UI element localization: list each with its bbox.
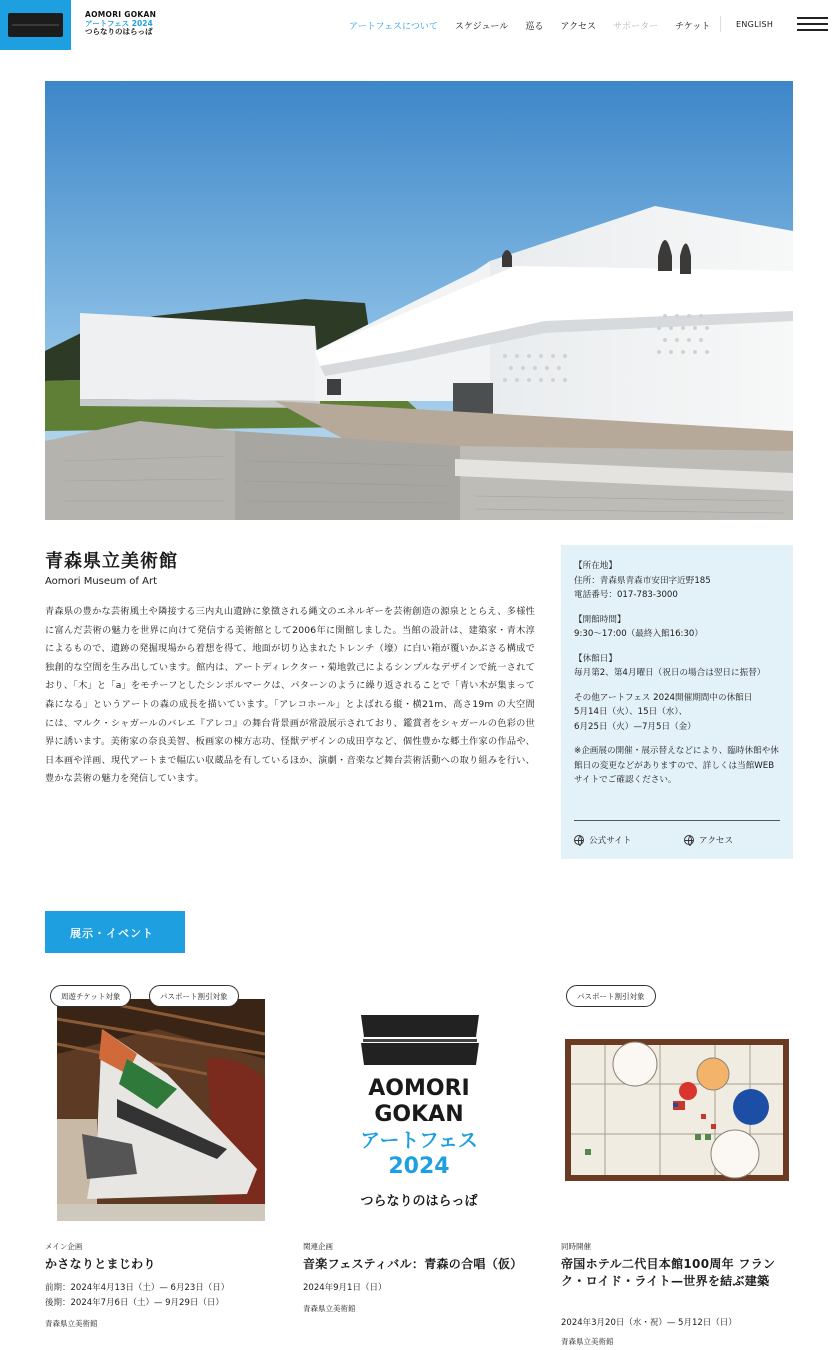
tag-tour-ticket: 周遊チケット対象 bbox=[50, 985, 131, 1007]
exhibitions-events-button[interactable]: 展示・イベント bbox=[45, 911, 185, 953]
museum-hero-image bbox=[45, 81, 793, 520]
event-title[interactable]: 帝国ホテル二代目本館100周年 フランク・ロイド・ライト—世界を結ぶ建築 bbox=[561, 1257, 776, 1288]
location-heading: 【所在地】 bbox=[574, 561, 617, 571]
event-title[interactable]: 音楽フェスティバル：青森の合唱（仮） bbox=[303, 1257, 523, 1271]
event-date: 2024年3月20日（水・祝）— 5月12日（日） bbox=[561, 1318, 737, 1328]
event-date-first: 前期：2024年4月13日（土）— 6月23日（日） bbox=[45, 1283, 230, 1293]
nav-item-supporter: サポーター bbox=[613, 22, 659, 32]
official-site-link[interactable] bbox=[574, 834, 631, 849]
museum-subtitle: Aomori Museum of Art bbox=[45, 576, 157, 587]
phone: 電話番号：017-783-3000 bbox=[574, 590, 678, 600]
logo-text-artfes: アートフェス bbox=[360, 1128, 478, 1152]
extra-closed-line-2: 6月25日（火）—7月5日（金） bbox=[574, 721, 696, 732]
extra-closed-line-1: 5月14日（火）、15日（水）、 bbox=[574, 707, 688, 717]
event-venue: 青森県立美術館 bbox=[45, 1319, 98, 1328]
opening-hours: 9:30〜17:00（最終入館16:30） bbox=[574, 629, 703, 639]
access-label: アクセス bbox=[699, 836, 734, 846]
closed-days: 毎月第2、第4月曜日（祝日の場合は翌日に振替） bbox=[574, 668, 766, 678]
info-note: ※企画展の開催・展示替えなどにより、臨時休館や休館日の変更などがありますので、詳しくは当館WEBサイトでご確認ください。 bbox=[574, 746, 779, 785]
nav-item-access[interactable]: アクセス bbox=[560, 22, 597, 32]
hours-heading: 【開館時間】 bbox=[574, 614, 626, 625]
event-card-3[interactable] bbox=[561, 985, 793, 1350]
logo-button[interactable] bbox=[0, 0, 71, 50]
site-header bbox=[0, 0, 838, 50]
tag-passport-discount: パスポート割引対象 bbox=[149, 985, 239, 1007]
closed-heading: 【休館日】 bbox=[574, 653, 617, 664]
logo-text-tagline: つらなりのはらっぱ bbox=[360, 1194, 478, 1209]
brand-logo[interactable] bbox=[85, 11, 156, 36]
logo-text-year: 2024 bbox=[388, 1154, 450, 1179]
event-category: メイン企画 bbox=[45, 1242, 83, 1251]
nav-item-about[interactable]: アートフェスについて bbox=[349, 22, 438, 32]
nav-divider bbox=[720, 16, 721, 32]
logo-text-aomori: AOMORI bbox=[368, 1076, 470, 1101]
access-link[interactable] bbox=[684, 834, 733, 849]
event-title[interactable]: かさなりとまじわり bbox=[45, 1257, 156, 1271]
event-category: 関連企画 bbox=[303, 1242, 333, 1251]
nav-item-schedule[interactable]: スケジュール bbox=[454, 22, 509, 32]
extra-closed-heading: その他アートフェス 2024開催期間中の休館日 bbox=[574, 692, 753, 703]
festival-logo-image bbox=[303, 1015, 535, 1215]
event-image-1 bbox=[57, 999, 265, 1221]
event-card-1[interactable] bbox=[45, 985, 277, 1345]
nav-item-tour[interactable]: 巡る bbox=[525, 22, 544, 32]
globe-icon bbox=[684, 835, 694, 845]
language-switch[interactable]: ENGLISH bbox=[736, 20, 774, 29]
logo-mark-icon bbox=[8, 13, 63, 37]
nav-item-ticket[interactable]: チケット bbox=[675, 22, 711, 32]
menu-icon[interactable] bbox=[797, 17, 828, 31]
museum-title: 青森県立美術館 bbox=[45, 551, 178, 572]
brand-line-2: アートフェス 2024 bbox=[85, 18, 153, 28]
brand-line-1: AOMORI GOKAN bbox=[85, 10, 157, 19]
brand-line-3: つらなりのはらっぱ bbox=[85, 27, 153, 36]
event-category: 同時開催 bbox=[561, 1242, 591, 1251]
event-date-second: 後期：2024年7月6日（土）— 9月29日（日） bbox=[45, 1298, 224, 1308]
main-nav bbox=[349, 19, 727, 32]
event-venue: 青森県立美術館 bbox=[561, 1337, 614, 1346]
event-venue: 青森県立美術館 bbox=[303, 1304, 356, 1313]
event-card-2[interactable] bbox=[303, 985, 535, 1325]
museum-info-box bbox=[561, 545, 793, 859]
globe-icon bbox=[574, 835, 584, 845]
event-date: 2024年9月1日（日） bbox=[303, 1283, 387, 1293]
address: 住所：青森県青森市安田字近野185 bbox=[574, 575, 711, 586]
event-image-3 bbox=[565, 1039, 789, 1181]
official-site-label: 公式サイト bbox=[589, 836, 632, 846]
museum-description: 青森県の豊かな芸術風土や隣接する三内丸山遺跡に象徴される縄文のエネルギーを芸術創造の源泉ととらえ、多様性に富んだ芸術の魅力を世界に向けて発信する美術館として2006年に開館しました。当館の設計は、建築家・青木淳によるもので、遺跡の発掘現場から着想を得て、地面が切り込まれたトレンチ（壕）に白い箱が覆いかぶさる構成で独創的な空間を生み出しています。館内は、アートディレクター・菊地敦己によるシンプルなデザインで統一されており、「木」と「a」をモチーフとしたシンボルマークは、パターンのように繰り返されることで「青い木が集まって森になる」というアートの森の成長を描いています。「アレコホール」とよばれる縦・横21m、高さ19m の大空間には、マルク・シャガールのバレエ『アレコ』の舞台背景画が常設展示されており、鑑賞者をシャガールの色彩の世界に誘います。美術家の奈良美智、板画家の棟方志功、怪獣デザインの成田亨など、個性豊かな郷土作家の作品や、日本画や洋画、現代アートまで幅広い収蔵品を有しているほか、演劇・音楽など舞台芸術活動への取り組みを行い、豊かな芸術の魅力を発信しています。 bbox=[45, 606, 535, 785]
info-divider bbox=[574, 820, 780, 821]
tag-passport-discount: パスポート割引対象 bbox=[566, 985, 656, 1007]
logo-text-gokan: GOKAN bbox=[374, 1102, 464, 1127]
